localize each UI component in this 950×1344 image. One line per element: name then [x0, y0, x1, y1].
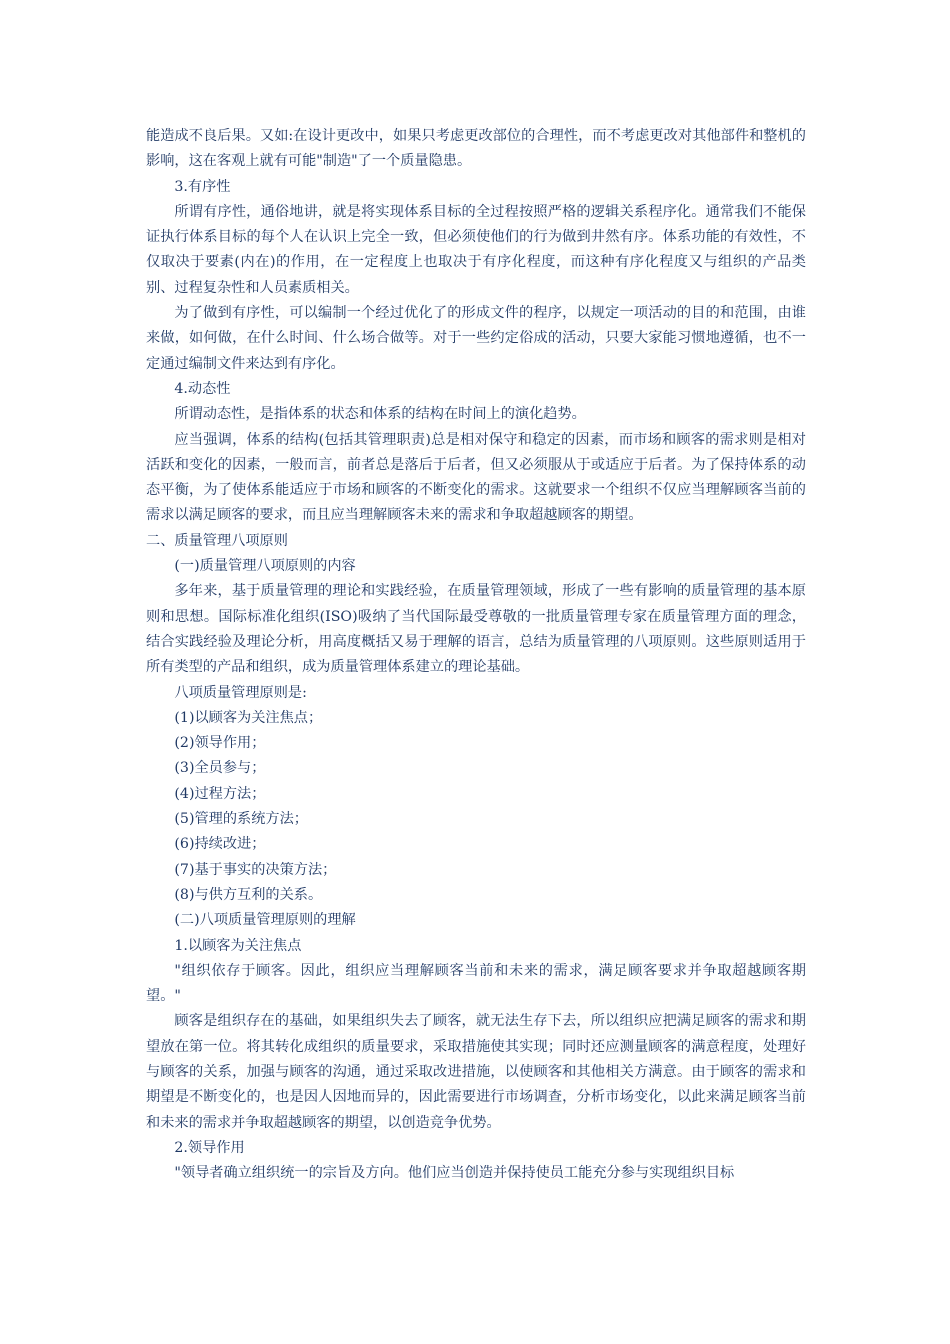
- section-heading: 4.动态性: [174, 380, 231, 397]
- paragraph: 为了做到有序性，可以编制一个经过优化了的形成文件的程序，以规定一项活动的目的和范围，由谁来做，如何做，在什么时间、什么场合做等。对于一些约定俗成的活动，只要大家能习惯地遵循，也不一定通过编制文件来达到有序化。: [146, 305, 806, 372]
- list-item: (1)以顾客为关注焦点；: [174, 709, 323, 726]
- section-heading: (一)质量管理八项原则的内容: [174, 558, 356, 575]
- section-heading: 1.以顾客为关注焦点: [174, 937, 302, 954]
- quote-paragraph: "领导者确立组织统一的宗旨及方向。他们应当创造并保持使员工能充分参与实现组织目标: [174, 1165, 735, 1182]
- section-heading: 2.领导作用: [174, 1139, 245, 1156]
- list-item: (7)基于事实的决策方法；: [174, 861, 337, 878]
- list-item: (8)与供方互利的关系。: [174, 886, 323, 903]
- quote-paragraph: "组织依存于顾客。因此，组织应当理解顾客当前和未来的需求，满足顾客要求并争取超越顾客期望。": [146, 962, 806, 1005]
- paragraph: 八项质量管理原则是:: [174, 684, 307, 701]
- section-heading: (二)八项质量管理原则的理解: [174, 912, 356, 929]
- document-body: [146, 124, 806, 1186]
- list-item: (4)过程方法；: [174, 785, 266, 802]
- paragraph: 所谓有序性，通俗地讲，就是将实现体系目标的全过程按照严格的逻辑关系程序化。通常我们不能保证执行体系目标的每个人在认识上完全一致，但必须使他们的行为做到井然有序。体系功能的有效性，不仅取决于要素(内在)的作用，在一定程度上也取决于有序化程度，而这种有序化程度又与组织的产品类别、过程复杂性和人员素质相关。: [146, 203, 806, 296]
- list-item: (5)管理的系统方法；: [174, 811, 308, 828]
- paragraph: 所谓动态性，是指体系的状态和体系的结构在时间上的演化趋势。: [174, 406, 586, 423]
- section-heading: 3.有序性: [174, 178, 231, 195]
- paragraph: 多年来，基于质量管理的理论和实践经验，在质量管理领域，形成了一些有影响的质量管理的基本原则和思想。国际标准化组织(ISO)吸纳了当代国际最受尊敬的一批质量管理专家在质量管理方面的理念，结合实践经验及理论分析，用高度概括又易于理解的语言，总结为质量管理的八项原则。这些原则适用于所有类型的产品和组织，成为质量管理体系建立的理论基础。: [146, 583, 806, 676]
- chapter-heading: 二、质量管理八项原则: [146, 532, 288, 549]
- paragraph: 能造成不良后果。又如:在设计更改中，如果只考虑更改部位的合理性，而不考虑更改对其他部件和整机的影响，这在客观上就有可能"制造"了一个质量隐患。: [146, 128, 806, 170]
- list-item: (2)领导作用；: [174, 735, 266, 752]
- list-item: (6)持续改进；: [174, 836, 266, 853]
- paragraph: 顾客是组织存在的基础，如果组织失去了顾客，就无法生存下去，所以组织应把满足顾客的需求和期望放在第一位。将其转化成组织的质量要求，采取措施使其实现；同时还应测量顾客的满意程度，处理好与顾客的关系，加强与顾客的沟通，通过采取改进措施，以使顾客和其他相关方满意。由于顾客的需求和期望是不断变化的，也是因人因地而异的，因此需要进行市场调查，分析市场变化，以此来满足顾客当前和未来的需求并争取超越顾客的期望，以创造竞争优势。: [146, 1013, 806, 1131]
- list-item: (3)全员参与；: [174, 760, 266, 777]
- paragraph: 应当强调，体系的结构(包括其管理职责)总是相对保守和稳定的因素，而市场和顾客的需求则是相对活跃和变化的因素，一般而言，前者总是落后于后者，但又必须服从于或适应于后者。为了保持体系的动态平衡，为了使体系能适应于市场和顾客的不断变化的需求。这就要求一个组织不仅应当理解顾客当前的需求以满足顾客的要求，而且应当理解顾客未来的需求和争取超越顾客的期望。: [146, 431, 806, 524]
